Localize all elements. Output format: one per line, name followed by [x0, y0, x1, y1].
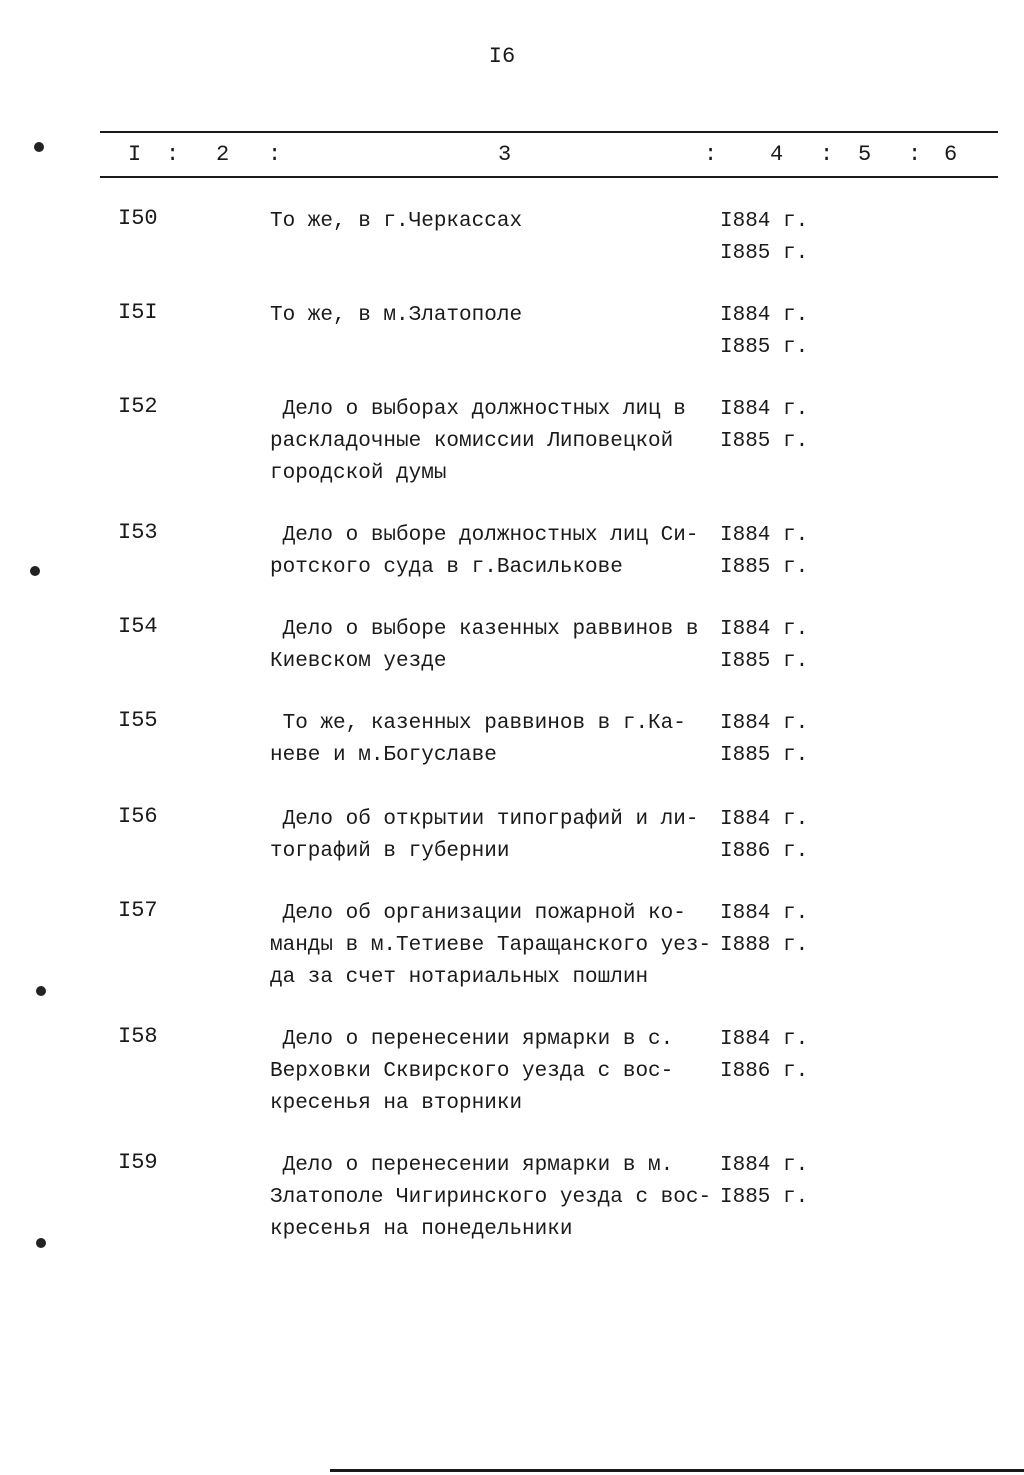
row-number: I53: [118, 520, 158, 545]
row-number: I52: [118, 394, 158, 419]
column-header-4: 4: [770, 142, 784, 167]
description-line: Дело о выборе казенных раввинов в: [270, 618, 699, 641]
description-line: То же, в г.Черкассах: [270, 210, 523, 233]
row-years: [720, 520, 808, 584]
description-line: Дело об организации пожарной ко-: [270, 902, 686, 925]
row-years: [720, 1150, 808, 1214]
column-separator: :: [268, 142, 282, 167]
description-line: кресенья на вторники: [270, 1092, 523, 1115]
description-line: ротского суда в г.Василькове: [270, 556, 623, 579]
year-entry: I886 г.: [720, 840, 809, 863]
column-separator: :: [820, 142, 834, 167]
row-years: [720, 804, 808, 868]
page-number: I6: [488, 44, 516, 69]
row-years: [720, 394, 808, 458]
page-bottom-rule: [330, 1469, 1024, 1472]
description-line: тографий в губернии: [270, 840, 510, 863]
row-description: [270, 206, 715, 238]
description-line: Дело о перенесении ярмарки в м.: [270, 1154, 674, 1177]
description-line: То же, казенных раввинов в г.Ка-: [270, 712, 686, 735]
year-entry: I885 г.: [720, 744, 809, 767]
column-header-6: 6: [944, 142, 958, 167]
row-number: I5I: [118, 300, 158, 325]
year-entry: I884 г.: [720, 1028, 809, 1051]
year-entry: I885 г.: [720, 1186, 809, 1209]
row-description: [270, 898, 715, 994]
column-header-5: 5: [858, 142, 872, 167]
punch-hole-mark: [36, 1238, 46, 1248]
description-line: Киевском уезде: [270, 650, 447, 673]
description-line: Златополе Чигиринского уезда с вос-: [270, 1186, 712, 1209]
year-entry: I884 г.: [720, 618, 809, 641]
row-years: [720, 1024, 808, 1088]
year-entry: I884 г.: [720, 210, 809, 233]
description-line: Дело о перенесении ярмарки в с.: [270, 1028, 674, 1051]
year-entry: I884 г.: [720, 1154, 809, 1177]
column-header-1: I: [128, 142, 142, 167]
punch-hole-mark: [30, 566, 40, 576]
row-description: [270, 708, 715, 772]
year-entry: I884 г.: [720, 712, 809, 735]
year-entry: I884 г.: [720, 398, 809, 421]
row-number: I50: [118, 206, 158, 231]
column-header-2: 2: [216, 142, 230, 167]
column-separator: :: [908, 142, 922, 167]
year-entry: I886 г.: [720, 1060, 809, 1083]
description-line: Дело об открытии типографий и ли-: [270, 808, 699, 831]
year-entry: I885 г.: [720, 336, 809, 359]
description-line: То же, в м.Златополе: [270, 304, 523, 327]
description-line: манды в м.Тетиеве Таращанского уез-: [270, 934, 712, 957]
punch-hole-mark: [34, 142, 44, 152]
row-years: [720, 300, 808, 364]
year-entry: I885 г.: [720, 650, 809, 673]
year-entry: I885 г.: [720, 242, 809, 265]
description-line: Верховки Сквирского уезда с вос-: [270, 1060, 674, 1083]
row-number: I59: [118, 1150, 158, 1175]
description-line: да за счет нотариальных пошлин: [270, 966, 649, 989]
row-description: [270, 300, 715, 332]
year-entry: I884 г.: [720, 808, 809, 831]
row-years: [720, 898, 808, 962]
row-description: [270, 614, 715, 678]
row-description: [270, 1150, 715, 1246]
table-top-rule: [100, 131, 998, 133]
row-number: I54: [118, 614, 158, 639]
row-number: I56: [118, 804, 158, 829]
column-separator: :: [166, 142, 180, 167]
row-years: [720, 708, 808, 772]
row-description: [270, 804, 715, 868]
description-line: кресенья на понедельники: [270, 1218, 573, 1241]
year-entry: I885 г.: [720, 556, 809, 579]
row-number: I58: [118, 1024, 158, 1049]
row-years: [720, 614, 808, 678]
row-description: [270, 520, 715, 584]
row-years: [720, 206, 808, 270]
table-header-rule: [100, 176, 998, 178]
description-line: Дело о выборах должностных лиц в: [270, 398, 686, 421]
column-separator: :: [704, 142, 718, 167]
row-number: I55: [118, 708, 158, 733]
year-entry: I884 г.: [720, 524, 809, 547]
description-line: неве и м.Богуславе: [270, 744, 497, 767]
description-line: городской думы: [270, 462, 447, 485]
row-number: I57: [118, 898, 158, 923]
year-entry: I885 г.: [720, 430, 809, 453]
description-line: Дело о выборе должностных лиц Си-: [270, 524, 699, 547]
year-entry: I884 г.: [720, 304, 809, 327]
row-description: [270, 1024, 715, 1120]
punch-hole-mark: [36, 986, 46, 996]
year-entry: I888 г.: [720, 934, 809, 957]
year-entry: I884 г.: [720, 902, 809, 925]
description-line: раскладочные комиссии Липовецкой: [270, 430, 674, 453]
row-description: [270, 394, 715, 490]
column-header-3: 3: [498, 142, 512, 167]
